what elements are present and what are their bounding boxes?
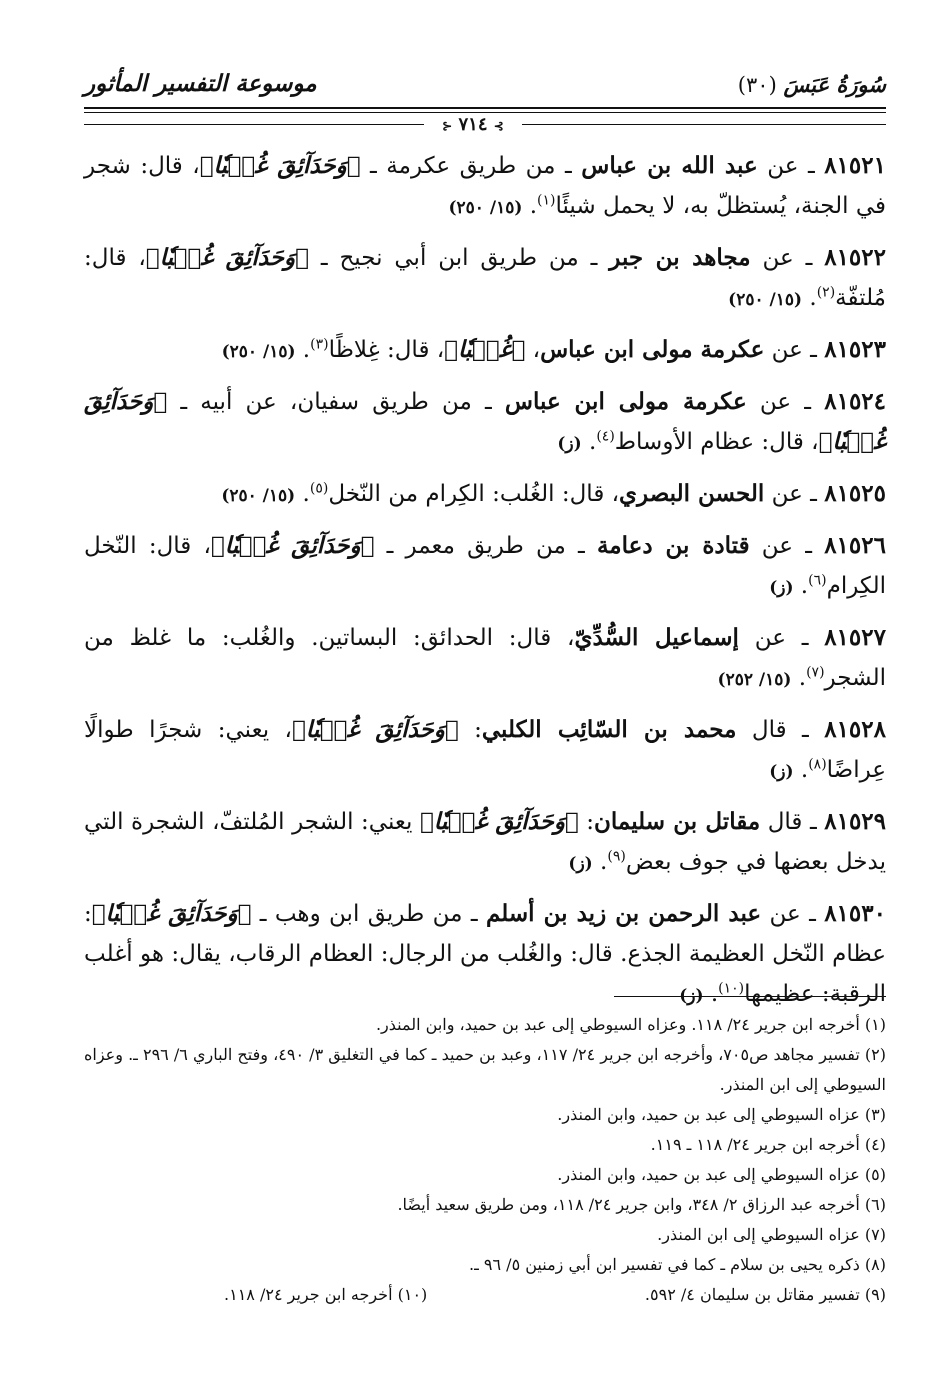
entry-text: ، يعني: شجرًا طوالًا عِراضًا bbox=[84, 717, 886, 783]
entry bbox=[84, 526, 886, 608]
entry-text: يعني: الشجر المُلتفّ، الشجرة التي يدخل بعضها في جوف بعض bbox=[84, 809, 886, 875]
narrator-name: عبد الرحمن بن زيد بن أسلم bbox=[485, 900, 762, 927]
footnotes bbox=[84, 1010, 886, 1310]
footnote-marker: (٣) bbox=[310, 336, 329, 353]
entry bbox=[84, 802, 886, 884]
quran-phrase: ﴿وَحَدَآئِقَ غُلۡبٗا﴾ bbox=[91, 900, 252, 927]
narrator-name: مقاتل بن سليمان bbox=[594, 808, 761, 835]
footnote: (٤) أخرجه ابن جرير ٢٤/ ١١٨ ـ ١١٩. bbox=[650, 1135, 886, 1154]
entry bbox=[84, 146, 886, 228]
entry-number: ٨١٥٢٢ bbox=[824, 244, 886, 271]
entry-text: . bbox=[581, 429, 597, 455]
entry-text: ـ من طريق سفيان، عن أبيه ـ bbox=[167, 389, 505, 415]
volume-reference: (ز) bbox=[557, 434, 582, 454]
entry-number: ٨١٥٢٦ bbox=[824, 532, 886, 559]
page-number-line-left bbox=[84, 124, 424, 125]
entry-number: ٨١٥٢٤ bbox=[824, 388, 887, 415]
footnote-marker: (١٠) bbox=[718, 980, 745, 997]
entry-text: . bbox=[522, 193, 538, 219]
entry bbox=[84, 710, 886, 792]
entry-text: ـ عن bbox=[764, 337, 825, 363]
quran-phrase: ﴿وَحَدَآئِقَ غُلۡبٗا﴾ bbox=[210, 532, 375, 559]
footnote: (٦) أخرجه عبد الرزاق ٢/ ٣٤٨، وابن جرير ٢٤/ ١١٨، ومن طريق سعيد أيضًا. bbox=[397, 1195, 886, 1214]
footnote-marker: (٥) bbox=[309, 480, 329, 497]
entry-text: ، قال: شجر في الجنة، يُستظلّ به، لا يحمل شيئًا bbox=[84, 153, 886, 219]
footnote-marker: (٦) bbox=[808, 572, 827, 589]
footnote: (٧) عزاه السيوطي إلى ابن المنذر. bbox=[657, 1225, 886, 1244]
entry-text: : عظام النّخل العظيمة الجذع. قال: والغُلب من الرجال: العظام الرقاب، يقال: هو أغلب الرقبة: عظيمها bbox=[84, 901, 886, 1007]
entry-number: ٨١٥٢٣ bbox=[824, 336, 886, 363]
entry-text: ، قال: غِلاظًا bbox=[328, 337, 445, 363]
footnote: (٢) تفسير مجاهد ص٧٠٥، وأخرجه ابن جرير ٢٤/ ١١٧، وعبد بن حميد ـ كما في التغليق ٣/ ٤٩٠، وفتح الباري ٦/ ٢٩٦ ـ. وعزاه السيوطي إلى ابن المنذر. bbox=[84, 1045, 886, 1094]
volume-reference: (١٥/ ٢٥٢) bbox=[717, 670, 792, 690]
footnote: (٩) تفسير مقاتل بن سليمان ٤/ ٥٩٢. bbox=[644, 1285, 886, 1304]
quran-phrase: ﴿وَحَدَآئِقَ غُلۡبٗا﴾ bbox=[291, 716, 459, 743]
volume-reference: (١٥/ ٢٥٠) bbox=[221, 342, 296, 362]
sura-number: (٣٠) bbox=[737, 73, 777, 97]
volume-reference: (ز) bbox=[769, 578, 794, 598]
volume-reference: (ز) bbox=[679, 986, 704, 1006]
volume-reference: (ز) bbox=[769, 762, 794, 782]
entry bbox=[84, 330, 886, 372]
page-number bbox=[424, 114, 522, 135]
volume-reference: (١٥/ ٢٥٠) bbox=[728, 290, 803, 310]
entry bbox=[84, 474, 886, 516]
entry-text: . bbox=[802, 285, 817, 311]
narrator-name: إسماعيل السُّدِّيّ bbox=[574, 624, 739, 651]
entry-text: . bbox=[703, 981, 719, 1007]
entry-text: ـ قال bbox=[736, 717, 825, 743]
entry-text: ـ عن bbox=[738, 625, 825, 651]
sura-heading bbox=[738, 72, 886, 97]
entry-text: ـ من طريق ابن وهب ـ bbox=[251, 901, 486, 927]
entry-text: . bbox=[295, 337, 311, 363]
entry-text: ـ من طريق عكرمة ـ bbox=[360, 153, 582, 179]
ornament-icon: ⊱ bbox=[442, 119, 453, 133]
entry-text: . bbox=[793, 573, 809, 599]
entry-text: . bbox=[791, 665, 807, 691]
entry-text: ـ قال bbox=[760, 809, 825, 835]
footnote-marker: (٤) bbox=[596, 428, 615, 445]
entry bbox=[84, 238, 886, 320]
entry-text: ـ من طريق ابن أبي نجيح ـ bbox=[308, 245, 610, 271]
ornament-icon: ⊰ bbox=[493, 119, 504, 133]
entry-text: ـ عن bbox=[749, 533, 825, 559]
footnote: (٣) عزاه السيوطي إلى عبد بن حميد، وابن المنذر. bbox=[557, 1105, 886, 1124]
quran-phrase: ﴿وَحَدَآئِقَ غُلۡبٗا﴾ bbox=[145, 244, 309, 271]
page-number-row bbox=[84, 114, 886, 136]
page-number-line-right bbox=[522, 124, 886, 125]
footnote: (٨) ذكره يحيى بن سلام ـ كما في تفسير ابن أبي زمنين ٥/ ٩٦ ـ. bbox=[469, 1255, 886, 1274]
entry-number: ٨١٥٢١ bbox=[824, 152, 886, 179]
sura-name: سُورَةُ عَبَسَ bbox=[783, 72, 886, 97]
entry-text: ـ عن bbox=[757, 153, 825, 179]
entry-text: : bbox=[458, 717, 482, 743]
entry-text: ، قال: النّخل الكِرام bbox=[84, 533, 886, 599]
footnote: (١) أخرجه ابن جرير ٢٤/ ١١٨. وعزاه السيوطي إلى عبد بن حميد، وابن المنذر. bbox=[375, 1015, 886, 1034]
quran-phrase: ﴿وَحَدَآئِقَ غُلۡبٗا﴾ bbox=[199, 152, 361, 179]
narrator-name: محمد بن السّائِب الكلبي bbox=[481, 716, 737, 743]
narrator-name: عكرمة مولى ابن عباس bbox=[504, 388, 747, 415]
book-title: موسوعة التفسير المأثور bbox=[84, 70, 317, 97]
entry bbox=[84, 382, 886, 464]
narrator-name: عكرمة مولى ابن عباس bbox=[540, 336, 765, 363]
quran-phrase: ﴿غُلۡبٗا﴾ bbox=[444, 336, 526, 363]
entry-number: ٨١٥٢٨ bbox=[824, 716, 886, 743]
entry-text: ، قال: الحدائق: البساتين. والغُلب: ما غلظ من الشجر bbox=[84, 625, 886, 691]
narrator-name: الحسن البصري bbox=[619, 480, 765, 507]
entry-text: : bbox=[578, 809, 595, 835]
entry-text: ، قال: مُلتفّة bbox=[84, 245, 886, 311]
page-number-value: ٧١٤ bbox=[458, 114, 488, 135]
entry-text: ـ عن bbox=[750, 245, 825, 271]
entry-text: ، bbox=[525, 337, 541, 363]
entry-text: ـ من طريق معمر ـ bbox=[374, 533, 597, 559]
footnote-separator bbox=[614, 996, 886, 997]
footnote-row bbox=[84, 1280, 886, 1310]
narrator-name: مجاهد بن جبر bbox=[609, 244, 751, 271]
entry bbox=[84, 618, 886, 700]
footnote: (٥) عزاه السيوطي إلى عبد بن حميد، وابن المنذر. bbox=[557, 1165, 886, 1184]
footnote-marker: (٨) bbox=[808, 756, 827, 773]
entry-text: . bbox=[295, 481, 310, 507]
entry-text: ـ عن bbox=[764, 481, 825, 507]
entry-number: ٨١٥٢٩ bbox=[824, 808, 887, 835]
entry bbox=[84, 894, 886, 1016]
entry-text: . bbox=[793, 757, 809, 783]
footnote-marker: (٧) bbox=[806, 664, 825, 681]
footnote-marker: (٢) bbox=[816, 284, 836, 301]
quran-phrase: ﴿وَحَدَآئِقَ غُلۡبٗا﴾ bbox=[84, 388, 886, 455]
volume-reference: (ز) bbox=[568, 854, 593, 874]
main-text bbox=[84, 146, 886, 1026]
entry-number: ٨١٥٢٧ bbox=[824, 624, 886, 651]
header-rule-thin bbox=[84, 112, 886, 113]
header-rule-thick bbox=[84, 107, 886, 109]
entry-text: ، قال: الغُلب: الكِرام من النّخل bbox=[328, 481, 620, 507]
entry-text: ـ عن bbox=[746, 389, 825, 415]
narrator-name: قتادة بن دعامة bbox=[596, 532, 750, 559]
entry-number: ٨١٥٢٥ bbox=[824, 480, 886, 507]
volume-reference: (١٥/ ٢٥٠) bbox=[221, 486, 296, 506]
narrator-name: عبد الله بن عباس bbox=[581, 152, 758, 179]
footnote: (١٠) أخرجه ابن جرير ٢٤/ ١١٨. bbox=[224, 1285, 428, 1304]
entry-text: . bbox=[592, 849, 608, 875]
quran-phrase: ﴿وَحَدَآئِقَ غُلۡبٗا﴾ bbox=[419, 808, 579, 835]
running-header bbox=[84, 66, 886, 135]
entry-number: ٨١٥٣٠ bbox=[824, 900, 886, 927]
footnote-marker: (٩) bbox=[607, 848, 626, 865]
entry-text: ، قال: عظام الأوساط bbox=[614, 429, 819, 455]
volume-reference: (١٥/ ٢٥٠) bbox=[448, 198, 523, 218]
footnote-marker: (١) bbox=[537, 192, 556, 209]
entry-text: ـ عن bbox=[761, 901, 825, 927]
